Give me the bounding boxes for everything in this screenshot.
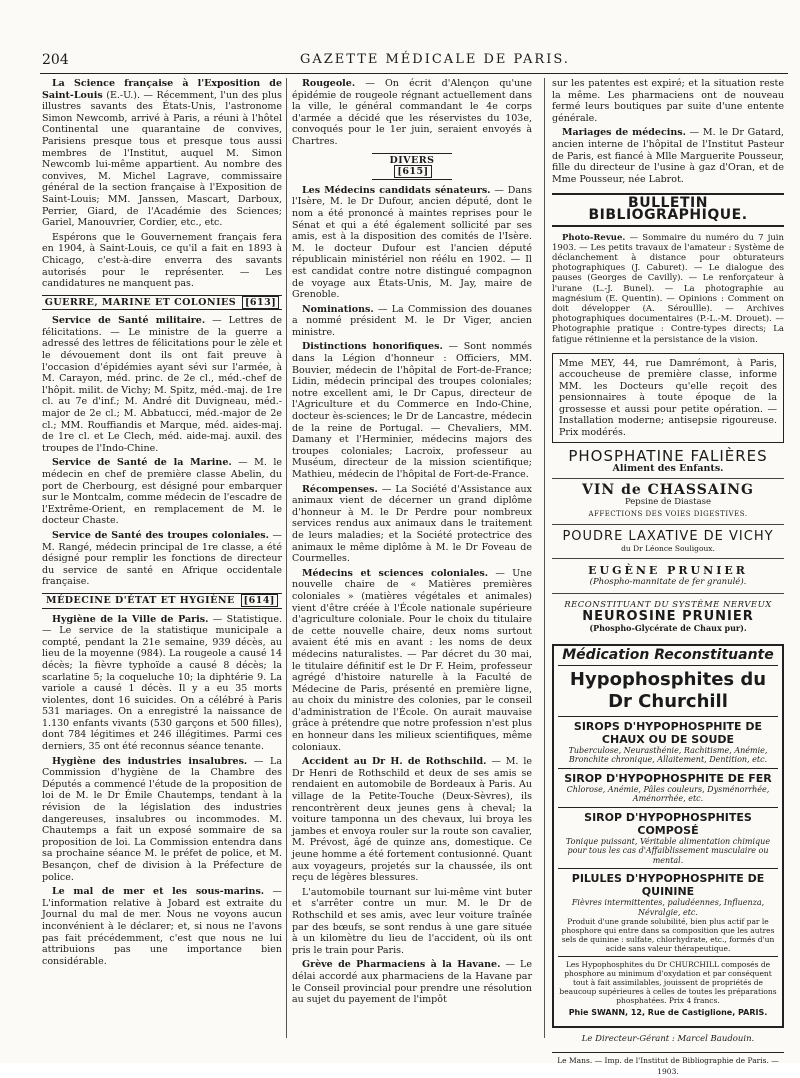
column-left (42, 78, 282, 1048)
advert-section (558, 768, 778, 807)
column-divider (286, 78, 287, 1038)
column-middle (292, 78, 532, 1048)
article-coloniales (292, 568, 532, 754)
advert-section-text: Chlorose, Anémie, Pâles couleurs, Dysménorrhée, Aménorrhée, etc. (566, 784, 770, 804)
article-title: Grève de Pharmaciens à la Havane. (302, 959, 501, 971)
section-heading-divers (372, 153, 452, 180)
page-header (0, 52, 800, 72)
advert-subtitle: (Phospho-mannitate de fer granulé). (589, 577, 747, 588)
article-greve (292, 959, 532, 1005)
advert-prunier (552, 565, 784, 593)
advert-note: Les Hypophosphites du Dr CHURCHILL composés de phosphore au minimum d'oxydation et par conséquent tout à fait assimilables, jouissent de propriétés de beaucoup supérieures à celles de toutes les préparations phosphatées. Prix 4 francs. (559, 960, 777, 1006)
article-text: Espérons que le Gouvernement français fera en 1904, à Saint-Louis, ce qu'il a fait en 1893 à Chicago, c'est-à-dire enverra des savants autorisés pour le représenter. — Les candidatures ne manquent pas. (42, 231, 282, 290)
section-label: DIVERS (389, 154, 435, 166)
article-text: L'automobile tournant sur lui-même vint buter et s'arrêter contre un mur. M. le Dr de Rothschild et ses amis, avec leur voiture traînée par des bœufs, se sont rendus à une gare située à un kilomètre du lieu de l'accident, où ils ont pris le train pour Paris. (292, 886, 532, 956)
article-rougeole (292, 78, 532, 148)
article-distinctions (292, 341, 532, 480)
article-title: Hygiène des industries insalubres. (52, 755, 248, 767)
article-sante-militaire (42, 315, 282, 454)
article-title: Le mal de mer et les sous-marins. (52, 886, 265, 898)
article-title: Rougeole. (302, 78, 356, 89)
advert-section-text: Fièvres intermittentes, paludéennes, Influenza, Névralgie, etc. (571, 898, 765, 917)
advert-tagline: Médication Reconstituante (558, 650, 778, 666)
advert-section (558, 868, 778, 956)
article-text: — Dans l'Isère, M. le Dr Dufour, ancien député, dont le nom a été prononcé à maintes reprises pour le Sénat et qui a été également sollicité par ses amis, est à la disposition des comités de l'Isère. M. le docteur Dufour est l'ancien député républicain ministériel non réélu en 1902. — Il est candidat contre notre distingué compagnon de voyage aux États-Unis, M. Jay, maire de Grenoble. (292, 184, 532, 301)
article-text: — La Commission d'hygiène de la Chambre des Députés a commencé l'étude de la proposition de loi de M. le Dr Émile Chautemps, tendant à la révision de la législation des industries dangereuses, insalubres ou incommodes. M. Chautemps a fait un exposé sommaire de sa proposition de loi. La Commission entendra dans sa prochaine séance M. le préfet de police, et M. Besançon, chef de division à la Préfecture de police. (42, 755, 282, 883)
article-title: Nominations. (302, 303, 374, 315)
section-number: [615] (394, 165, 431, 178)
article-title: Service de Santé de la Marine. (52, 457, 232, 469)
section-label: GUERRE, MARINE ET COLONIES (44, 296, 237, 308)
article-text: sur les patentes est expiré; et la situation reste la même. Les pharmaciens ont de nouveau fermé leurs boutiques par suite d'une entente générale. (552, 78, 784, 124)
article-photo-revue (552, 233, 784, 345)
article-text: — On écrit d'Alençon qu'une épidémie de rougeole régnant actuellement dans la ville, le général commandant le 4e corps d'armée a décidé que les réservistes du 103e, convoqués pour le 1er juin, seraient envoyés à Chartres. (292, 78, 532, 147)
article-title: Distinctions honorifiques. (302, 341, 443, 353)
advert-address: Phie SWANN, 12, Rue de Castiglione, PARIS. (568, 1008, 768, 1018)
article-title: Accident au Dr H. de Rothschild. (302, 756, 487, 768)
advert-note: Produit d'une grande solubilité, bien plus actif par le phosphore qui entre dans sa composition que les autres sels de quinine : sulfate, chlorhydrate, etc., formés d'un acide sans valeur thérapeutique. (561, 917, 775, 954)
article-text: — Lettres de félicitations. — Le ministre de la guerre a adressé des lettres de félicitations pour le zèle et le dévouement dont ils ont fait preuve à l'occasion d'épidémies ayant sévi sur l'armée, à M. Carayon, méd. princ. de 2e cl., méd.-chef de l'hôpit. milit. de Vichy; M. Spitz, méd.-maj. de 1re cl. au 7e d'inf.; M. André dit Duvigneau, méd.-major de 2e cl.; M. Abbatucci, méd.-major de 2e cl.; MM. Rouffiandis et Marque, méd. aides-maj. de 1re cl. et Le Clech, méd. aide-maj. auxil. des troupes de l'Indo-Chine. (42, 315, 282, 454)
article-text: — M. Rangé, médecin principal de 1re classe, a été désigné pour remplir les fonctions de directeur du service de santé en Afrique occidentale française. (42, 529, 282, 588)
article-title: Service de Santé des troupes coloniales. (52, 529, 269, 541)
article-title: Mariages de médecins. (562, 127, 686, 139)
advert-subtitle: (Phospho-Glycérate de Chaux pur). (589, 622, 747, 633)
header-rule (40, 73, 788, 74)
article-text: — M. le Dr Gatard, ancien interne de l'hôpital de l'Institut Pasteur de Paris, est fiancé à Mlle Marguerite Pousseur, fille du directeur de l'usine à gaz d'Oran, et de Mme Pousseur, née Labrot. (552, 127, 784, 185)
section-heading-guerre (42, 295, 282, 311)
article-text: — L'information relative à Jobard est extraite du Journal du mal de mer. Nous ne voyons aucun inconvénient à le déclarer; et, si nous ne l'avons pas fait précédemment, c'est que nous ne lui attribuions pas une importance bien considérable. (42, 886, 282, 967)
advert-title: Hypophosphites du Dr Churchill (569, 668, 767, 712)
advert-title: PHOSPHATINE FALIÈRES (568, 447, 768, 466)
advert-section-heading: PILULES D'HYPOPHOSPHITE DE QUININE (571, 872, 765, 899)
section-label: MÉDECINE D'ÉTAT ET HYGIÈNE (46, 594, 235, 606)
article-text: — Sont nommés dans la Légion d'honneur : Officiers, MM. Bouvier, médecin de l'hôpital de Fort-de-France; Lidin, médecin principal des troupes coloniales; notre excellent ami, le Dr Capus, directeur de l'Agriculture et du Commerce en Indo-Chine, docteur ès-sciences; le Dr de Lancastre, médecin de la reine de Portugal. — Chevaliers, MM. Damany et l'Herminier, médecins majors des troupes coloniales; Lacroix, professeur au Muséum, directeur de la mission scientifique; Mathieu, médecin de l'hôpital de Fort-de-France. (292, 341, 533, 480)
advert-subtitle: Aliment des Enfants. (612, 462, 724, 474)
advert-subtitle: Pepsine de Diastase (624, 497, 712, 508)
article-text: — Une nouvelle chaire de « Matières premières coloniales » (matières végétales et animales) vient d'être créée à l'École nationale supérieure d'agriculture coloniale. Pour le choix du titulaire de cette nouvelle chaire, deux noms surtout avaient été mis en avant : les noms de deux médecins naturalistes. — Par décret du 30 mai, le titulaire définitif est le Dr F. Heim, professeur agrégé d'histoire naturelle à la Faculté de Médecine de Paris, présenté en première ligne, au choix du ministre des colonies, par le conseil d'administration de l'École. On aurait mauvaise grâce à prétendre que notre profession n'est plus en honneur dans les milieux scientifiques, même coloniaux. (292, 567, 532, 753)
advert-neurosine (552, 600, 784, 639)
section-heading-medecine (42, 593, 282, 609)
column-right (552, 78, 785, 1077)
journal-title: GAZETTE MÉDICALE DE PARIS. (300, 52, 570, 67)
article-title: Photo-Revue. (562, 232, 626, 243)
printer-imprint: Le Mans. — Imp. de l'Institut de Bibliographie de Paris. — 1903. (552, 1052, 784, 1078)
advert-section (558, 716, 778, 768)
advert-title: POUDRE LAXATIVE DE VICHY (562, 529, 774, 545)
article-text: — Le délai accordé aux pharmaciens de la Havane par le Conseil provincial pour prendre une résolution au sujet du payement de l'impôt (292, 959, 532, 1006)
article-text: — M. le Dr Henri de Rothschild et deux de ses amis se rendaient en automobile de Bordeaux à Paris. Au village de la Petite-Touche (Deux-Sèvres), ils rencontrèrent deux jeunes gens à cheval; la voiture tamponna un des chevaux, lui broya les jambes et envoya rouler sur la route son cavalier, M. Prévost, âgé de quinze ans, domestique. Ce jeune homme a été fortement contusionné. Quant aux voyageurs, projetés sur la chaussée, ils ont reçu de légères blessures. (292, 756, 532, 884)
column-divider (544, 78, 545, 1038)
advert-section-heading: SIROP D'HYPOPHOSPHITES COMPOSÉ (584, 810, 752, 837)
article-troupes-coloniales (42, 530, 282, 588)
article-industries (42, 756, 282, 884)
director-signature: Le Directeur-Gérant : Marcel Baudouin. (581, 1034, 755, 1045)
bulletin-heading: BULLETIN BIBLIOGRAPHIQUE. (552, 193, 784, 226)
section-number: [613] (242, 296, 279, 309)
advert-title: NEUROSINE PRUNIER (582, 609, 754, 625)
article-title: Service de Santé militaire. (52, 315, 206, 327)
page-number: 204 (42, 52, 69, 68)
advert-section-heading: SIROPS D'HYPOPHOSPHITE DE CHAUX OU DE SOUDE (573, 719, 763, 746)
advert-section-text: Tonique puissant, Véritable alimentation chimique pour tous les cas d'Affaiblissement musculaire ou mental. (565, 836, 771, 865)
advert-churchill (552, 644, 784, 1028)
article-title: Médecins et sciences coloniales. (302, 567, 489, 579)
article-mal-de-mer (42, 886, 282, 967)
article-text: — Statistique. — Le service de la statistique municipale a compté, pendant la 21e semaine, 939 décès, au lieu de la moyenne (984). La rougeole a causé 14 décès; la fièvre typhoïde a causé 8 décès; la scarlatine 5; la coqueluche 10; la diphtérie 9. La variole a causé 1 décès. Il y a eu 35 morts violentes, dont 16 suicides. On a célébré à Paris 531 mariages. On a enregistré la naissance de 1.130 enfants vivants (530 garçons et 500 filles), dont 784 légitimes et 246 illégitimes. Parmi ces derniers, 35 ont été reconnus séance tenante. (42, 613, 282, 753)
advert-section (558, 956, 778, 1022)
article-nominations (292, 304, 532, 339)
advert-mey: Mme MEY, 44, rue Damrémont, à Paris, accoucheuse de première classe, informe MM. les Docteurs qu'elle reçoit des pensionnaires à toute époque de la grossesse et aussi pour petite opération. — Installation moderne; antisepsie rigoureuse. Prix modérés. (552, 353, 784, 444)
advert-section (558, 807, 778, 869)
article-text: — M. le médecin en chef de première classe Abelin, du port de Cherbourg, est désigné pour embarquer sur le Montcalm, comme médecin de l'escadre de l'Extrême-Orient, en remplacement de M. le docteur Chaste. (42, 457, 282, 527)
advert-line: RECONSTITUANT DU SYSTÈME NERVEUX (564, 599, 772, 610)
article-candidats (292, 185, 532, 301)
advert-title: EUGÈNE PRUNIER (588, 564, 748, 578)
article-text: — La Commission des douanes a nommé président M. le Dr Viger, ancien ministre. (292, 303, 532, 338)
article-text: — La Société d'Assistance aux animaux vient de décerner un grand diplôme d'honneur à M. le Dr Perdre pour nombreux services rendus aux animaux dans le traitement de leurs maladies; et la Société protectrice des animaux le même diplôme à M. le Dr Foveau de Courmelles. (292, 483, 532, 565)
article-recompenses (292, 484, 532, 565)
section-number: [614] (241, 594, 278, 607)
article-accident (292, 756, 532, 884)
article-title: Les Médecins candidats sénateurs. (302, 184, 491, 196)
advert-chassaing (552, 482, 784, 525)
advert-phosphatine (552, 447, 784, 479)
article-sante-marine (42, 457, 282, 527)
advert-title: VIN de CHASSAING (582, 482, 754, 499)
advert-section-heading: SIROP D'HYPOPHOSPHITE DE FER (564, 771, 772, 785)
article-hygiene-paris (42, 614, 282, 753)
advert-poudre (552, 531, 784, 559)
article-exposition (42, 78, 282, 229)
advert-section-text: Tuberculose, Neurasthénie, Rachitisme, Anémie, Bronchite chronique, Allaitement, Dentition, etc. (568, 745, 768, 765)
article-mariages (552, 127, 784, 185)
advert-subtitle: AFFECTIONS DES VOIES DIGESTIVES. (588, 509, 748, 518)
article-title: Récompenses. (302, 483, 378, 495)
article-title: Hygiène de la Ville de Paris. (52, 613, 209, 625)
article-text: (E.-U.). — Récemment, l'un des plus illustres savants des États-Unis, l'astronome Simon Newcomb, arrivé à Paris, a réuni à l'hôtel Continental une quarantaine de convives, Parisiens presque tous et presque tous aussi membres de l'Institut, auquel M. Simon Newcomb lui-même appartient. Au nombre des convives, M. Michel Lagrave, commissaire général de la section française à l'Exposition de Saint-Louis; MM. Janssen, Mascart, Darboux, Perrier, Giard, de l'Académie des Sciences; Gariel, Manouvrier, Cordier, etc., etc. (42, 89, 282, 229)
article-title: La Science française à l'Exposition de Saint-Louis (42, 78, 282, 101)
advert-subtitle: du Dr Léonce Souligoux. (621, 543, 715, 553)
article-text: — Sommaire du numéro du 7 juin 1903. — Les petits travaux de l'amateur : Système de déclanchement à distance pour obturateurs photographiques (J. Caburet). — Le dialogue des pauses (Georges de Cavilly). — Le renforçateur à l'urane (L.-J. Bunel). — La photographie au magnésium (E. Quentin). — Opinions : Comment on doit développer (A. Séroullle). — Archives photographiques documentaires (P.-L.-M. Drouet). — Photographie pratique : Contre-types directs; La fatigue rétinienne et la persistance de la vision. (552, 232, 785, 345)
